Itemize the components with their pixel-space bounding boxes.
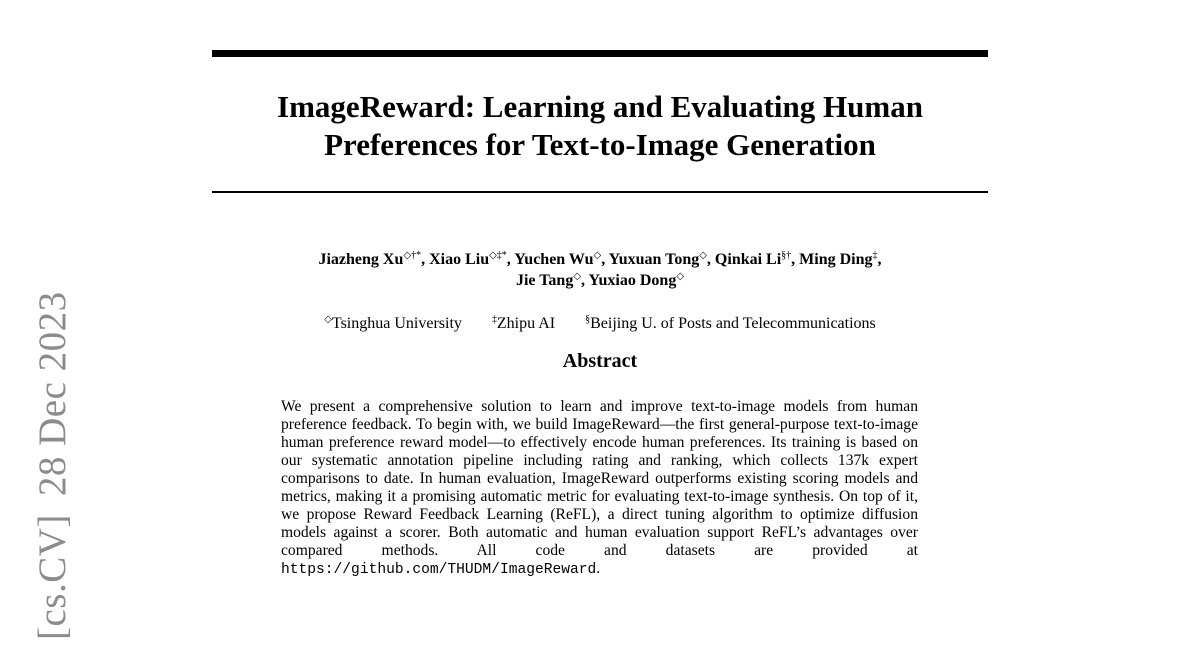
author-line-2 (212, 270, 988, 291)
author: Xiao Liu◇‡*, (429, 250, 515, 268)
author: Jiazheng Xu◇†*, (318, 250, 430, 268)
author: Yuxuan Tong◇, (608, 250, 715, 268)
abstract-end: . (596, 560, 601, 577)
paper-title (212, 88, 988, 164)
abstract-body (281, 398, 918, 579)
author-line-1 (212, 249, 988, 270)
affiliation: §Beijing U. of Posts and Telecommunications (585, 314, 876, 332)
title-top-rule (212, 50, 988, 57)
author: Jie Tang◇, (515, 271, 589, 289)
author: Yuchen Wu◇, (514, 250, 609, 268)
author: Ming Ding‡, (799, 250, 882, 268)
title-bottom-rule (212, 191, 988, 193)
abstract-text: We present a comprehensive solution to learn and improve text-to-image models from human preference feedback. To begin with, we build ImageReward—the first general-purpose text-to-image human preference reward model—to effectively encode human preferences. Its training is based on our systematic annotation pipeline including rating and ranking, which collects 137k expert comparisons to date. In human evaluation, ImageReward outperforms existing scoring models and metrics, making it a promising automatic metric for evaluating text-to-image synthesis. On top of it, we propose Reward Feedback Learning (ReFL), a direct tuning algorithm to optimize diffusion models against a scorer. Both automatic and human evaluation support ReFL’s advantages over compared methods. All code and datasets are provided at (281, 398, 918, 559)
author: Yuxiao Dong◇ (588, 271, 685, 289)
affiliation: ◇Tsinghua University (324, 314, 462, 332)
author: Qinkai Li§†, (714, 250, 800, 268)
arxiv-date: 28 Dec 2023 (31, 291, 74, 497)
arxiv-category: [cs.CV] (31, 514, 74, 640)
affiliation: ‡Zhipu AI (491, 314, 556, 332)
title-line-1: ImageReward: Learning and Evaluating Human (277, 89, 923, 124)
title-line-2: Preferences for Text-to-Image Generation (324, 127, 876, 162)
affiliation-list (212, 314, 988, 334)
arxiv-stamp (28, 291, 78, 640)
author-list (212, 249, 988, 291)
abstract-link[interactable]: https://github.com/THUDM/ImageReward (281, 562, 597, 578)
abstract-heading: Abstract (562, 350, 638, 372)
